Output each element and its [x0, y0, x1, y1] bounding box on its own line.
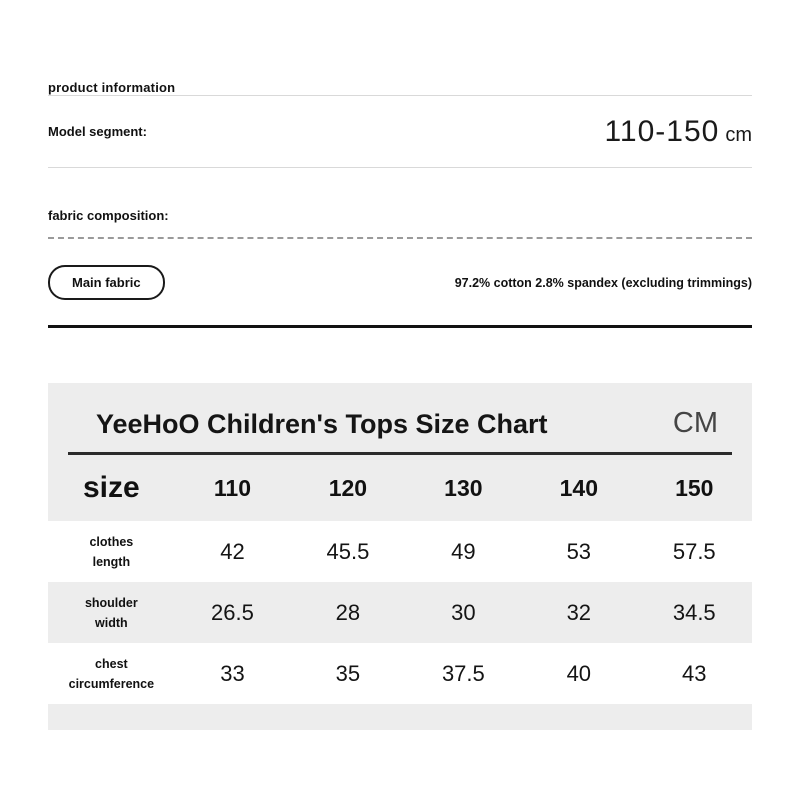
model-segment-number: 110-150: [604, 114, 720, 148]
table-row-clothes-length: [48, 521, 752, 582]
table-row-chest-circumference: [48, 643, 752, 704]
size-column-header: size: [83, 471, 140, 504]
table-cell: 43: [682, 660, 707, 686]
size-header-cell-140: 140: [559, 474, 598, 501]
row-label: [48, 654, 175, 694]
table-cell: 35: [335, 660, 361, 686]
size-header-cell-120: 120: [328, 474, 368, 501]
table-cell: 40: [566, 660, 592, 686]
table-cell: 53: [566, 538, 592, 564]
row-label-line1: chest: [95, 656, 128, 671]
table-cell: 30: [451, 599, 476, 625]
size-header-cell-110: 110: [213, 474, 251, 501]
dashed-divider: [48, 237, 752, 239]
size-header-cell-150: 150: [675, 474, 714, 501]
fabric-composition-label: fabric composition:: [48, 208, 169, 223]
size-chart-header: [48, 383, 752, 440]
model-segment-value: [604, 115, 752, 149]
table-cell: 49: [451, 538, 476, 564]
row-label-line2: length: [92, 554, 131, 569]
row-label-line1: clothes: [89, 534, 134, 549]
table-cell: 33: [220, 660, 245, 686]
fabric-row: [48, 265, 752, 300]
row-label-line1: shoulder: [84, 595, 138, 610]
table-cell: 28: [335, 599, 361, 625]
model-segment-label: Model segment:: [48, 124, 147, 139]
thick-divider: [48, 325, 752, 328]
table-cell: 34.5: [672, 599, 716, 625]
row-label-line2: width: [95, 615, 128, 630]
size-header-cell-130: 130: [444, 474, 483, 501]
table-cell: 42: [220, 538, 245, 564]
size-chart: [48, 383, 752, 730]
model-segment-unit: cm: [725, 123, 752, 146]
size-chart-unit: CM: [672, 407, 718, 439]
size-header-row: [48, 455, 752, 521]
size-chart-title: YeeHoO Children's Tops Size Chart: [96, 409, 548, 439]
row-label-line2: circumference: [68, 676, 155, 691]
table-cell: 32: [566, 599, 592, 625]
row-label: [48, 593, 175, 633]
table-cell: 45.5: [326, 538, 370, 564]
fabric-composition-value: 97.2% cotton 2.8% spandex (excluding trimmings): [454, 275, 752, 290]
main-fabric-button[interactable]: Main fabric: [48, 265, 165, 300]
divider-model: [48, 167, 752, 168]
product-information-title: product information: [48, 80, 176, 95]
table-row-shoulder-width: [48, 582, 752, 643]
table-cell: 26.5: [211, 599, 254, 625]
table-cell: 37.5: [441, 660, 485, 686]
table-cell: 57.5: [672, 538, 716, 564]
row-label: [48, 532, 175, 572]
model-segment-row: [48, 96, 752, 167]
